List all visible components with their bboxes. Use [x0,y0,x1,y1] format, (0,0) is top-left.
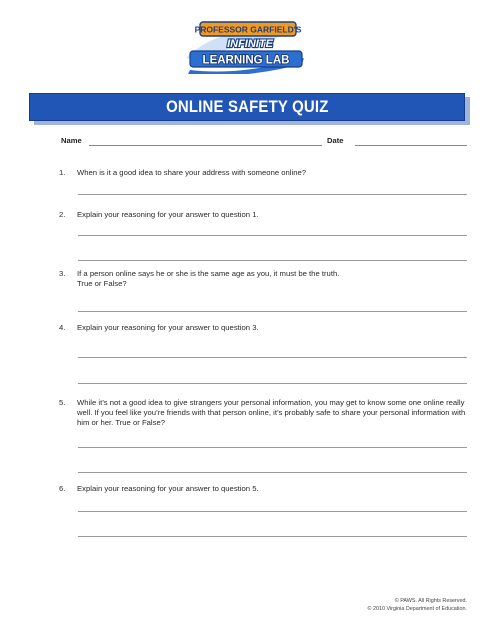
date-field[interactable] [355,145,467,146]
copyright-line-1: © PAWS. All Rights Reserved. [394,598,467,604]
page-title: ONLINE SAFETY QUIZ [165,97,329,116]
answer-line[interactable] [78,472,467,473]
answer-line[interactable] [78,260,467,261]
question-text: If a person online says he or she is the same age as you, it must be the truth. True or False? [77,269,340,288]
question-number: 2. [59,210,66,219]
logo-line1: PROFESSOR GARFIELD'S [194,24,302,35]
question-text: When is it a good idea to share your address with someone online? [77,168,307,177]
question-number: 4. [59,323,66,332]
name-label: Name [61,136,82,145]
question-text: Explain your reasoning for your answer to question 3. [77,323,259,332]
name-field[interactable] [89,145,322,146]
question-number: 6. [59,484,66,493]
question-number: 3. [59,269,66,278]
question-1 [59,168,469,180]
question-6 [59,484,469,496]
question-number: 1. [59,168,66,177]
question-2 [59,210,469,222]
copyright-line-2: © 2010 Virginia Department of Education. [367,606,467,612]
logo-line3: LEARNING LAB [202,54,290,67]
question-text: While it’s not a good idea to give strangers your personal information, you may get to know some one online really well. If you feel like you’re friends with that person online, it’s probably safe to share your personal information with him or her. True or False? [77,398,466,427]
question-3 [59,269,469,291]
question-text: Explain your reasoning for your answer to question 5. [77,484,259,493]
answer-line[interactable] [78,311,467,312]
answer-line[interactable] [78,235,467,236]
answer-line[interactable] [78,536,467,537]
professor-garfield-logo [180,18,312,74]
title-banner [29,93,465,121]
answer-line[interactable] [78,357,467,358]
question-number: 5. [59,398,66,407]
date-label: Date [327,136,344,145]
name-date-row [59,133,467,149]
answer-line[interactable] [78,383,467,384]
answer-line[interactable] [78,511,467,512]
question-5 [59,398,469,430]
question-text: Explain your reasoning for your answer to question 1. [77,210,259,219]
logo-line2: INFINITE [227,38,273,50]
copyright-footer [368,597,467,613]
answer-line[interactable] [78,194,467,195]
question-4 [59,323,469,335]
answer-line[interactable] [78,447,467,448]
